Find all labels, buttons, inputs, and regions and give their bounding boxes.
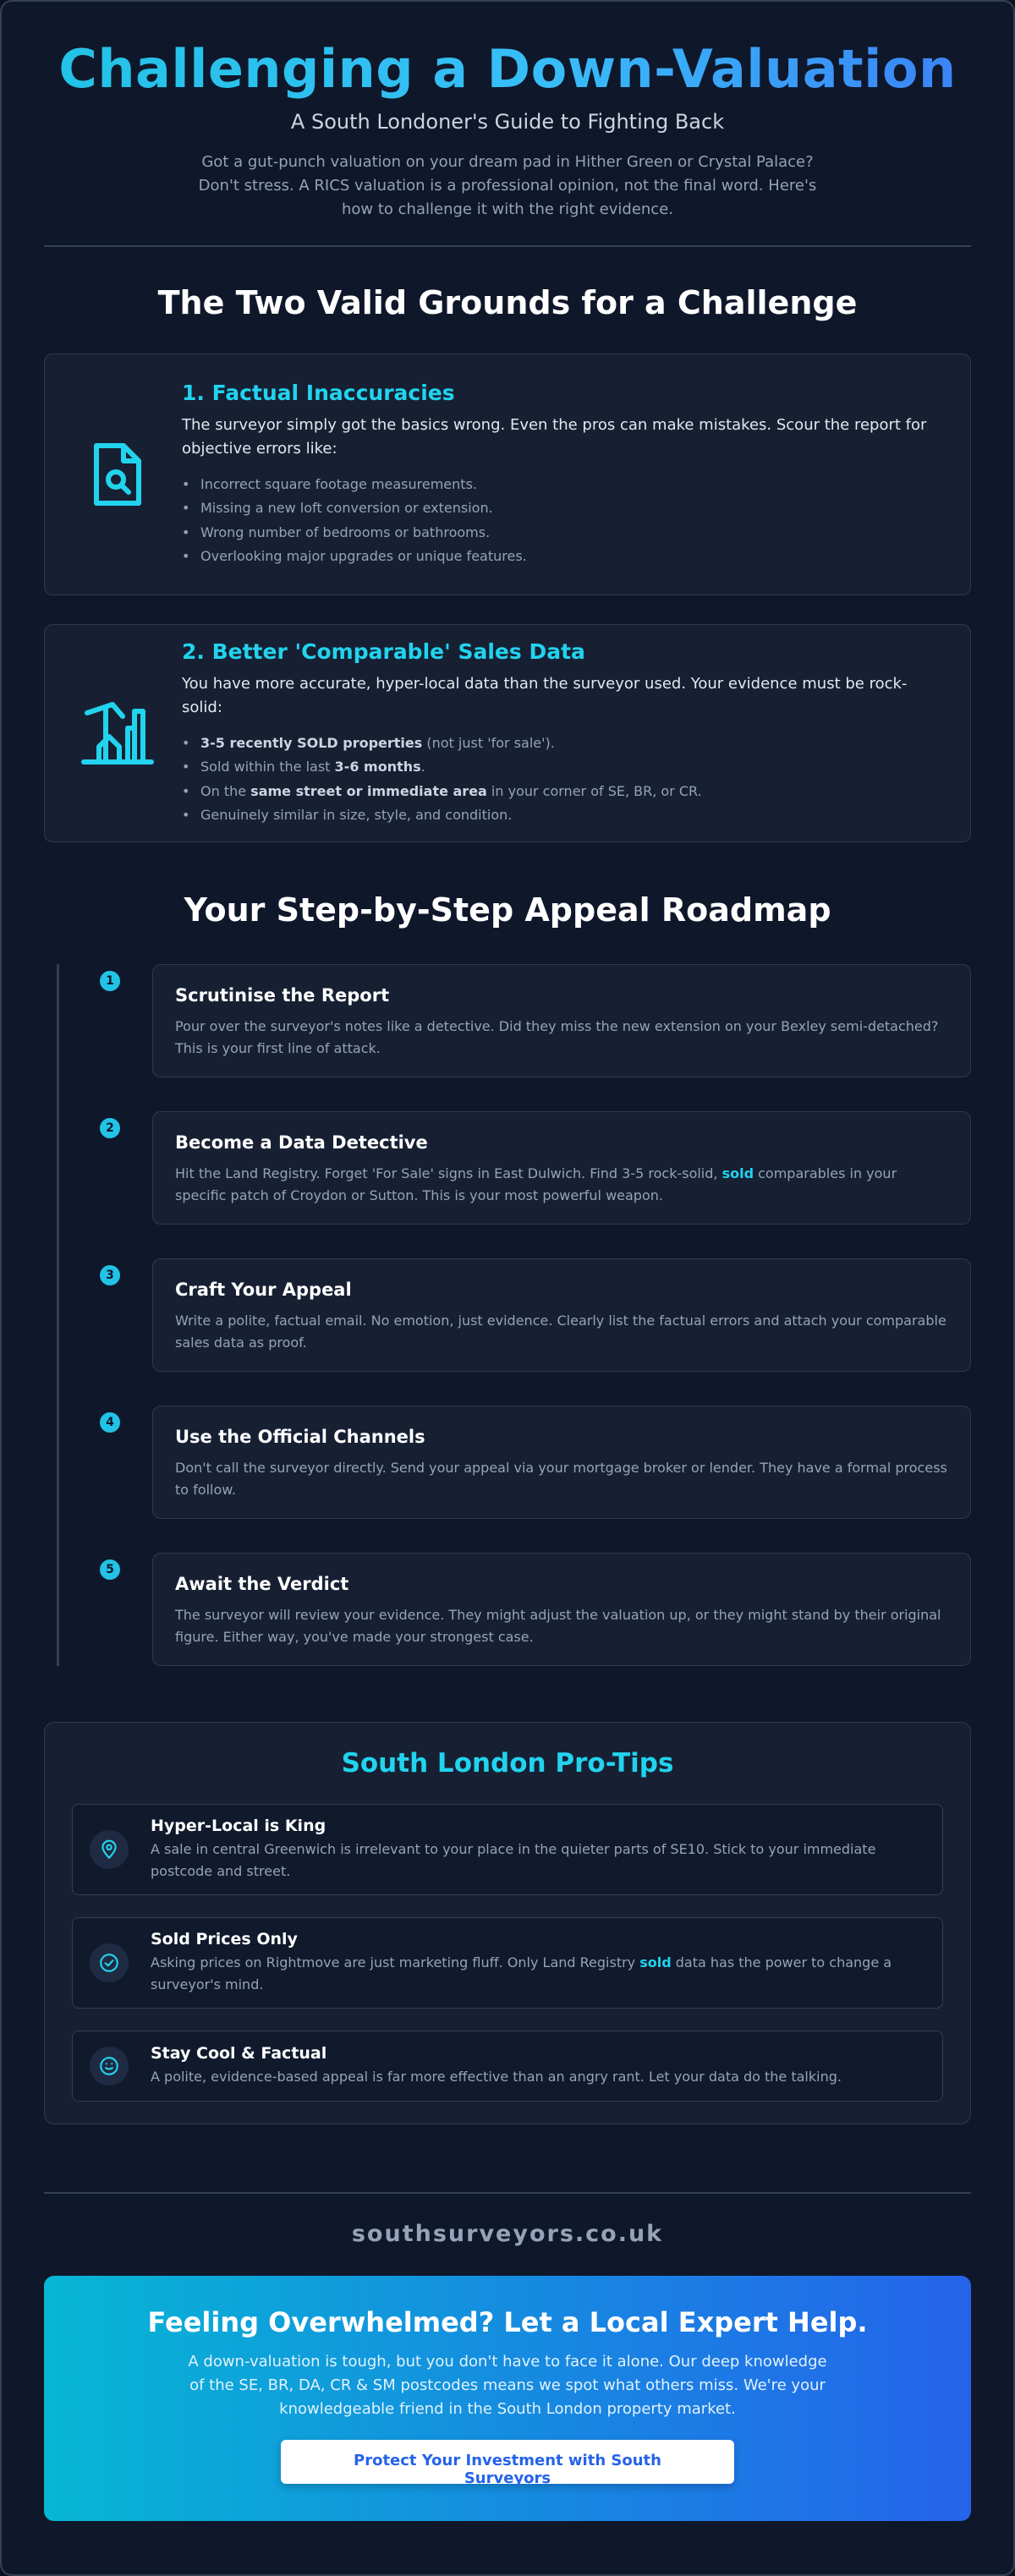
roadmap-step [44, 964, 971, 1077]
tip-text: Asking prices on Rightmove are just marketing fluff. Only Land Registry sold data has the power to change a surveyor's mind. [151, 1954, 892, 1992]
pro-tips-title: South London Pro-Tips [341, 1748, 674, 1779]
ground-description: The surveyor simply got the basics wrong. Even the pros can make mistakes. Scour the report for objective errors like: [182, 415, 927, 458]
evidence-list [182, 732, 941, 828]
cta-panel [44, 2276, 971, 2521]
roadmap-step [44, 1553, 971, 1666]
ground-description: You have more accurate, hyper-local data than the surveyor used. Your evidence must be rock-solid: [182, 674, 908, 716]
list-item: • Genuinely similar in size, style, and condition. [182, 803, 941, 828]
roadmap-step [44, 1258, 971, 1372]
ground-card-comparable [44, 624, 971, 842]
step-card [152, 1406, 971, 1519]
smiley-face-icon [90, 2047, 129, 2085]
check-circle-icon [90, 1943, 129, 1982]
tip-item [72, 1804, 943, 1895]
tip-title: Hyper-Local is King [151, 1817, 326, 1835]
step-text: Pour over the surveyor's notes like a detective. Did they miss the new extension on your Bexley semi-detached? This is your first line of attack. [175, 1018, 939, 1056]
step-number-badge: 3 [100, 1265, 120, 1285]
intro-text: Got a gut-punch valuation on your dream pad in Hither Green or Crystal Palace? Don't stress. A RICS valuation is a professional opinion, not the final word. Here's how to challenge it with the right evidence. [198, 153, 817, 218]
hero [44, 2, 971, 222]
step-number-badge: 2 [100, 1118, 120, 1138]
step-title: Use the Official Channels [175, 1427, 425, 1447]
website-domain: southsurveyors.co.uk [351, 2221, 664, 2247]
divider [44, 245, 971, 247]
step-card [152, 1258, 971, 1372]
list-item: • On the same street or immediate area in your corner of SE, BR, or CR. [182, 780, 941, 804]
list-item: • 3-5 recently SOLD properties (not just 'for sale'). [182, 732, 941, 756]
list-item: • Wrong number of bedrooms or bathrooms. [182, 521, 941, 545]
list-item: • Missing a new loft conversion or extension. [182, 496, 941, 521]
ground-heading: 1. Factual Inaccuracies [182, 380, 455, 405]
cta-text: A down-valuation is tough, but you don't have to face it alone. Our deep knowledge of the SE, BR, DA, CR & SM postcodes means we spot what others miss. We're your knowledgeable friend in the South London property market. [188, 2353, 827, 2418]
protect-investment-button[interactable]: Protect Your Investment with South Surveyors [281, 2440, 734, 2484]
step-card [152, 1111, 971, 1225]
step-text: Hit the Land Registry. Forget 'For Sale' signs in East Dulwich. Find 3-5 rock-solid, sold comparables in your specific patch of Croydon or Sutton. This is your most powerful weapon. [175, 1165, 897, 1203]
error-list [182, 473, 941, 569]
list-item: • Incorrect square footage measurements. [182, 473, 941, 497]
cta-title: Feeling Overwhelmed? Let a Local Expert Help. [147, 2306, 868, 2338]
step-title: Scrutinise the Report [175, 985, 390, 1006]
step-number-badge: 5 [100, 1559, 120, 1580]
tip-item [72, 2031, 943, 2102]
step-title: Await the Verdict [175, 1574, 349, 1594]
ground-heading: 2. Better 'Comparable' Sales Data [182, 639, 585, 664]
pro-tips-panel [44, 1722, 971, 2124]
step-title: Become a Data Detective [175, 1132, 428, 1153]
step-card [152, 1553, 971, 1666]
roadmap-step [44, 1111, 971, 1225]
roadmap-timeline [44, 964, 971, 1666]
step-title: Craft Your Appeal [175, 1280, 352, 1300]
tip-title: Sold Prices Only [151, 1930, 298, 1948]
list-item: • Sold within the last 3-6 months. [182, 755, 941, 780]
step-text: Write a polite, factual email. No emotion, just evidence. Clearly list the factual errors and attach your comparable sales data as proof. [175, 1313, 946, 1351]
page-subtitle: A South Londoner's Guide to Fighting Back [290, 110, 725, 134]
tip-text: A polite, evidence-based appeal is far more effective than an angry rant. Let your data do the talking. [151, 2069, 842, 2085]
tip-title: Stay Cool & Factual [151, 2044, 327, 2063]
step-number-badge: 4 [100, 1412, 120, 1433]
step-number-badge: 1 [100, 971, 120, 991]
city-skyline-icon [79, 699, 156, 767]
roadmap-section-title: Your Step-by-Step Appeal Roadmap [184, 891, 831, 929]
document-search-icon [79, 439, 156, 510]
step-text: The surveyor will review your evidence. They might adjust the valuation up, or they might stand by their original figure. Either way, you've made your strongest case. [175, 1607, 941, 1645]
step-card [152, 964, 971, 1077]
list-item: • Overlooking major upgrades or unique features. [182, 545, 941, 569]
step-text: Don't call the surveyor directly. Send your appeal via your mortgage broker or lender. They have a formal process to follow. [175, 1460, 947, 1498]
roadmap-step [44, 1406, 971, 1519]
divider [44, 2192, 971, 2194]
tip-text: A sale in central Greenwich is irrelevant to your place in the quieter parts of SE10. Stick to your immediate postcode and street. [151, 1841, 876, 1879]
ground-card-factual [44, 354, 971, 595]
grounds-section-title: The Two Valid Grounds for a Challenge [157, 284, 858, 321]
page-title: Challenging a Down-Valuation [44, 37, 971, 101]
location-pin-icon [90, 1830, 129, 1869]
tip-item [72, 1917, 943, 2009]
